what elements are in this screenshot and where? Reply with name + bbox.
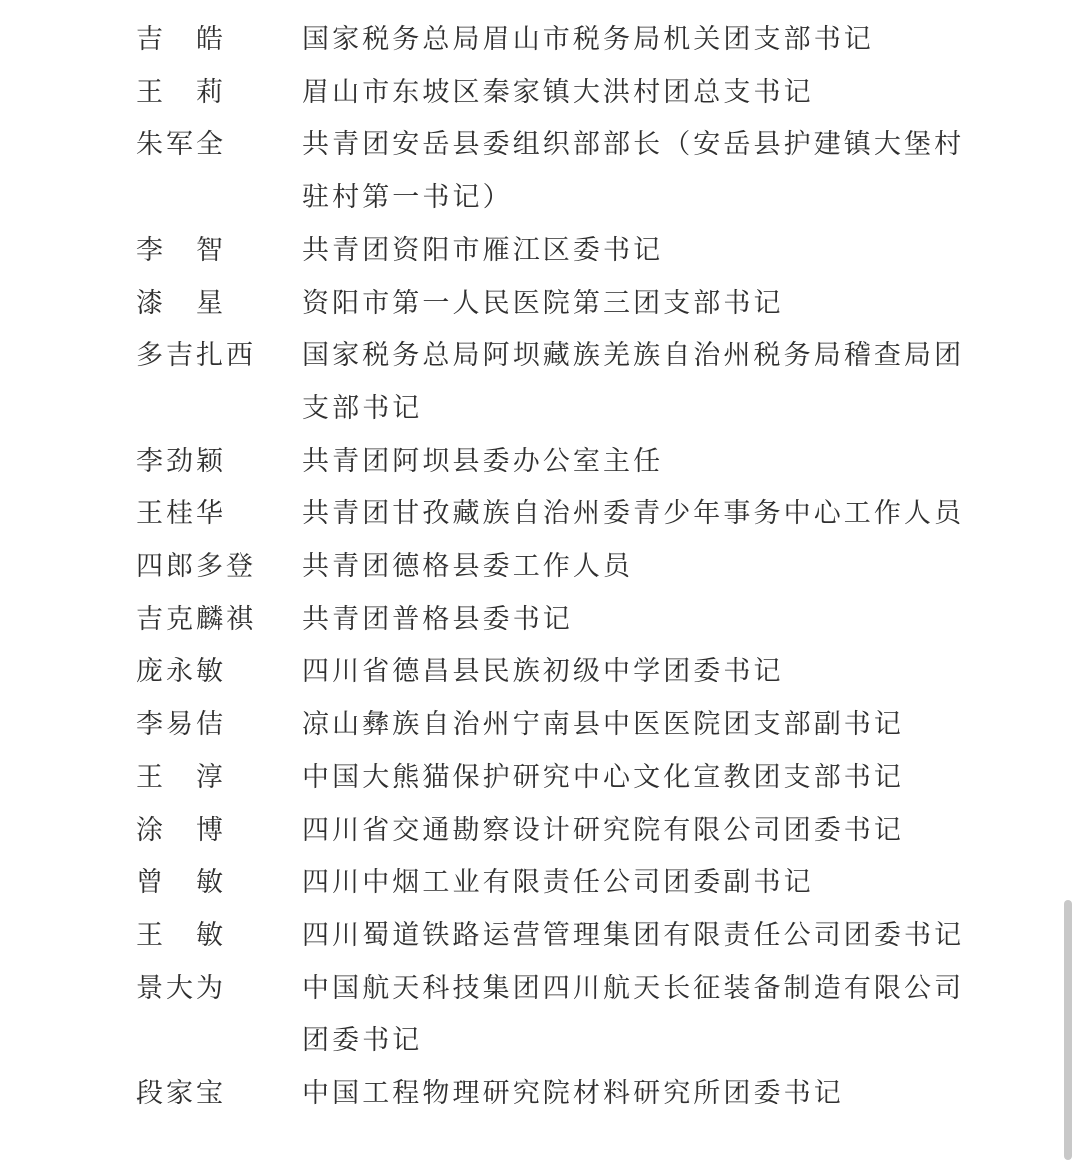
person-role: 共青团普格县委书记: [302, 603, 573, 635]
person-role: 共青团甘孜藏族自治州委青少年事务中心工作人员: [302, 498, 965, 530]
list-item: [136, 67, 976, 120]
person-name: 四郎多登: [136, 551, 256, 583]
person-name: 朱军全: [136, 129, 226, 161]
list-item: [136, 1068, 976, 1121]
person-role: 共青团资阳市雁江区委书记: [302, 234, 664, 266]
person-name: 庞永敏: [136, 656, 226, 688]
list-item: [136, 278, 976, 331]
list-item: [136, 910, 976, 963]
person-name: 多吉扎西: [136, 340, 256, 372]
person-role: 四川省德昌县民族初级中学团委书记: [302, 656, 784, 688]
list-item: [136, 594, 976, 647]
list-item: [136, 752, 976, 805]
list-item: [136, 646, 976, 699]
person-name: 漆 星: [136, 287, 226, 319]
person-name: 李 智: [136, 234, 226, 266]
person-role: 中国工程物理研究院材料研究所团委书记: [302, 1078, 844, 1110]
person-role: 资阳市第一人民医院第三团支部书记: [302, 287, 784, 319]
person-role: 四川蜀道铁路运营管理集团有限责任公司团委书记: [302, 919, 965, 951]
person-name: 李易佶: [136, 709, 226, 741]
person-name: 曾 敏: [136, 867, 226, 899]
person-role: 共青团阿坝县委办公室主任: [302, 445, 664, 477]
person-role: 四川中烟工业有限责任公司团委副书记: [302, 867, 814, 899]
list-item: [136, 119, 976, 224]
list-item: [136, 699, 976, 752]
list-item: [136, 436, 976, 489]
list-item: [136, 541, 976, 594]
person-role: 眉山市东坡区秦家镇大洪村团总支书记: [302, 76, 814, 108]
person-name: 王 莉: [136, 76, 226, 108]
person-role: 凉山彝族自治州宁南县中医医院团支部副书记: [302, 709, 904, 741]
person-role: 国家税务总局阿坝藏族羌族自治州税务局稽查局团支部书记: [302, 340, 965, 424]
person-name: 王桂华: [136, 498, 226, 530]
person-name: 李劲颖: [136, 445, 226, 477]
list-item: [136, 857, 976, 910]
person-role: 国家税务总局眉山市税务局机关团支部书记: [302, 24, 874, 55]
person-name: 涂 博: [136, 814, 226, 846]
name-list: [136, 14, 976, 1121]
list-item: [136, 225, 976, 278]
list-item: [136, 488, 976, 541]
list-item: [136, 963, 976, 1068]
list-item: [136, 805, 976, 858]
list-item: [136, 330, 976, 435]
list-item: [136, 14, 976, 67]
person-role: 中国大熊猫保护研究中心文化宣教团支部书记: [302, 761, 904, 793]
person-name: 段家宝: [136, 1078, 226, 1110]
person-role: 四川省交通勘察设计研究院有限公司团委书记: [302, 814, 904, 846]
person-role: 共青团德格县委工作人员: [302, 551, 634, 583]
person-name: 王 敏: [136, 919, 226, 951]
person-name: 吉克麟祺: [136, 603, 256, 635]
person-name: 吉 皓: [136, 24, 226, 55]
person-name: 景大为: [136, 972, 226, 1004]
person-role: 中国航天科技集团四川航天长征装备制造有限公司团委书记: [302, 972, 965, 1057]
person-role: 共青团安岳县委组织部部长（安岳县护建镇大堡村驻村第一书记）: [302, 129, 965, 214]
vertical-scrollbar[interactable]: [1064, 900, 1072, 1160]
person-name: 王 淳: [136, 761, 226, 793]
